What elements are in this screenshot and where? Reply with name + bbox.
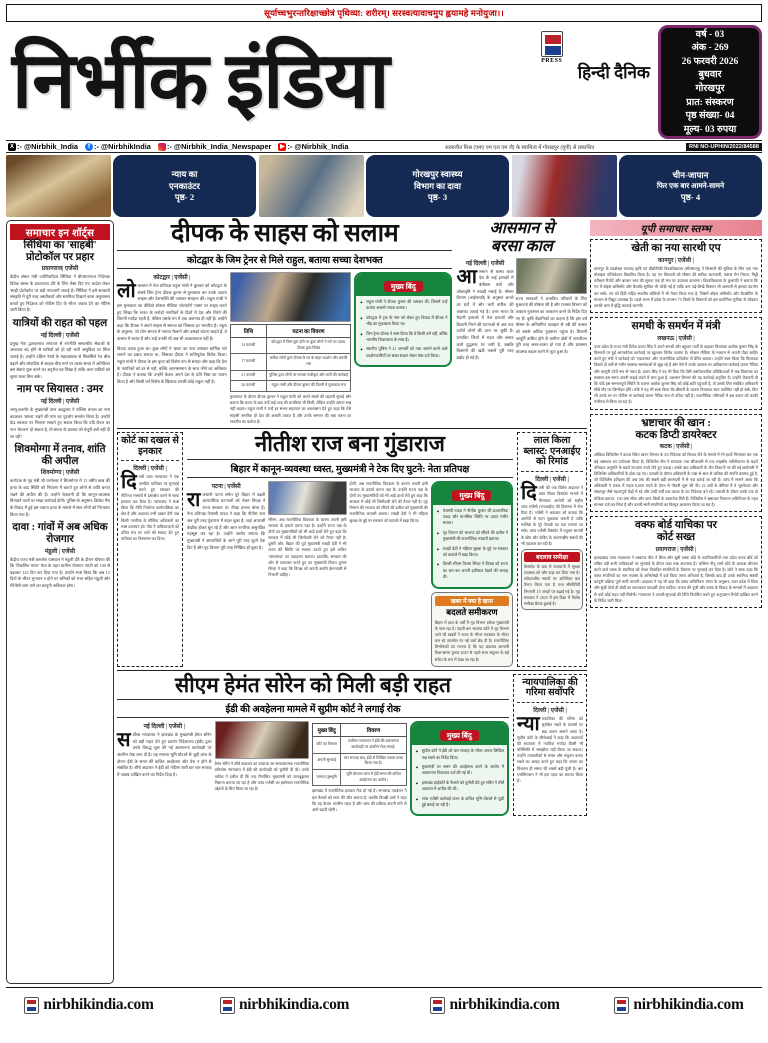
- short-headline: यात्रियों की राहत को पहल: [12, 318, 108, 330]
- soren-headline: सीएम हेमंत सोरेन को मिली बड़ी राहत: [175, 672, 451, 697]
- sanskrit-verse-bar: [6, 4, 762, 22]
- teaser-item[interactable]: [6, 155, 256, 217]
- key-points-title: मुख्य बिंदु: [440, 730, 479, 741]
- teaser-line: विभाग का दावा: [413, 180, 462, 191]
- social-facebook-handle: :- @NirbhikIndia: [94, 142, 151, 151]
- up-byline: कटक | एजेंसी |: [659, 444, 693, 451]
- short-headline: दावा : गांवों में अब अधिक रोजगार: [12, 522, 108, 545]
- edition-info-box: [658, 25, 762, 139]
- edition-weekday: बुधवार: [698, 69, 722, 81]
- key-point: • मुख्यमंत्री पर समन की अवहेलना करने के आरोप में अवमानना शिकायत दर्ज की गई थी।: [416, 764, 504, 777]
- soren-body-2: हेमंत सोरेन ने शीर्ष अदालत का दरवाजा का सरकारात्मक राजनीतिक प्रतिशोध न्यायालय में ईडी की कार्यवाही को चुनौती दी थी। उनके वकील ने दलील दी कि एक निर्वाचित मुख्यमंत्री को जानबूझकर निशाना बनाया जा रहा है और जांच एजेंसी का इस्तेमाल राजनीतिक उद्देश्यों के लिए किया जा रहा है।: [214, 762, 310, 791]
- news-in-shorts-box: [6, 220, 114, 984]
- up-byline: लखनऊ | एजेंसी |: [657, 335, 695, 342]
- main-content: [6, 220, 762, 984]
- press-label: PRESS: [541, 58, 563, 64]
- key-point: • गृह विभाग को भाजपा को सौंपने की दलील ने मुख्यमंत्री की राजनीतिक लाचारी बताया।: [437, 530, 508, 543]
- soren-body-3: झारखंड में राजनीतिक हलचल तेज हो गई है। सत्तारूढ़ गठबंधन ने इस फैसले को सत्य की जीत बताया है, जबकि विपक्षी दलों ने कहा कि यह केवल अंतरिम राहत है और जांच की प्रक्रिया अपनी गति से आगे बढ़ती रहेगी।: [312, 789, 407, 812]
- up-body: इलाहाबाद उच्च न्यायालय ने लखनऊ पीठ ने शिया और सुन्नी वक्फ बोर्ड के पदाधिकारियों तथा प्रदेश वक्फ बोर्ड को लंबित पड़ी सभी याचिकाओं पर सुनवाई के दौरान कड़ा रुख अपनाया है। जस्टिस नीतू शर्मा कोर्ट के अध्यक्ष लौटकर करने वाले वक्फ के स्वामित्व को लेकर विवादित संपत्तियों के विवरण पर सुनवाई कर दिया है। कोर्ट ने साफ कहा कि वक्फ संपत्तियों का नाम राजस्व के अभिलेखों में दर्ज किया जाना अनिवार्य है, जिसके बाद ही उनके स्वामित्व संबंधी कानूनी प्रक्रिया पूर्ण मानी जाएगी। अदालत ने यह भी कहा कि वक्फ अधिनियम 1995 के अनुसार, उत्तर प्रदेश में शिया और सुन्नी दोनों ही बोर्डों का कामकाज पारदर्शी होना चाहिए। जनता की पूंजी और वक्फ के विवाद के मामलों में अदालत से उन्हें कोई राहत नहीं मिलेगी। न्यायालय ने अगली सुनवाई की तिथि निर्धारित करते हुए अनुपालन रिपोर्ट दाखिल करने के निर्देश जारी किए।: [594, 555, 758, 603]
- table-cell-detail: राहुल गांधी और दीपक कुमार की दिल्ली में मुलाकात मंच: [266, 381, 350, 392]
- teaser-line: चीन-जापान: [672, 169, 709, 180]
- redfort-byline: दिल्ली | एजेंसी |: [535, 477, 569, 484]
- teaser-text: [619, 155, 762, 217]
- teaser-item[interactable]: [512, 155, 762, 217]
- lead-subheadline: कोटद्वार के जिम ट्रेनर से मिले राहुल, बताया सच्चा देशभक्त: [117, 250, 452, 269]
- key-points-header: [412, 723, 507, 745]
- nitish-sidebox: [431, 592, 513, 667]
- up-body: ओडिशा विजिलेंस ने कटक स्थित खनन विभाग के उप निदेशक को रिश्वत लेने के मामले में रंगे हाथों गिरफ्तार कर एक बड़े भ्रष्टाचार का पर्दाफाश किया है। विजिलेंस टीम ने संवादक तथा लीजधारी से एक लाइसेंस नवीनीकरण के बदले परिवहन अनुमति के बदले 50,000 रुपये लेते हुए पकड़ा। उसके बाद अधिकारी के तीन ठिकानों पर की गई छापेमारी में विजिलेंस अधिकारियों के होश उड़ गए। तलाशी के दौरान अधिकारी के पास से आय से अधिक की संपत्ति बरामद हुई है, जो विजिलेंस इतिहास की अब तक की सबसे बड़ी बरामदगी में से एक बताई जा रही है। जांच में सामने आया कि अधिकारी ने 2004 में महज 8,000 रुपये के वेतन से नौकरी शुरू की थी। 22 वर्षों के कॅरियर में वे भुवनेश्वर और संबलपुर जैसे महत्वपूर्ण केंद्रों में रहे और उन्हीं वर्षों तक कटक के उप निदेशक बने रहे। तलाशी के दौरान उनके एक दो मंजिला इमारत, 130 ग्राम सोना और अन्य जिलों के दस्तावेज मिले हैं। विजिलेंस ने भ्रष्टाचार निवारण अधिनियम के तहत मामला दर्ज कर लिया है और उनकी सारी संपत्तियों का विस्तृत आकलन किया जा रहा है।: [594, 453, 758, 507]
- social-youtube[interactable]: [276, 142, 348, 151]
- sidebox-title: बदलते समीकरण: [446, 606, 498, 617]
- table-cell-detail: चार सप्ताह बाद, ईडी से लिखित जवाब तलब किया गया है।: [341, 753, 407, 769]
- footer-site: nirbhikindia.com: [449, 996, 560, 1013]
- table-row: [230, 370, 350, 381]
- publisher-note: सरबजीत मिश्र (एमए एम एल एम जे) के स्वामित्व में गोरखपुर (यूपी) से प्रकाशित: [445, 144, 595, 151]
- table-cell-key: मामला पृष्ठभूमि: [313, 769, 341, 785]
- table-cell-detail: पुलिस द्वारा लोगों पर मामला पंजीकृत और भारी की कार्रवाई: [266, 370, 350, 381]
- nitish-key-points-box: [431, 481, 513, 589]
- press-logo-area: [526, 23, 578, 139]
- teaser-line: फिर एक बार आमने-सामने: [656, 181, 725, 190]
- table-header-cell: मुख्य बिंदु: [313, 724, 341, 737]
- facebook-icon: f: [85, 143, 93, 151]
- footer-brand[interactable]: [6, 991, 172, 1019]
- social-x-handle: :- @Nirbhik_India: [17, 142, 78, 151]
- key-point: • कोटद्वार में ट्रक के नाम को लेकर हुए विवाद में दीपक ने भीड़ का मुकाबला किया था।: [360, 315, 447, 328]
- soren-points-table: [312, 723, 407, 786]
- news-in-shorts-header: समाचार इन शॉर्ट्स: [10, 224, 110, 240]
- up-byline: प्रयागराज | एजेंसी |: [655, 546, 697, 553]
- gavel-photo: [6, 155, 111, 217]
- court-body: दिल्ली उच्च न्यायालय ने एक जनहित याचिका पर सुनवाई करते हुए सरकार की नीतिगत मामलों में हस्तक्षेप करने से साफ इनकार कर दिया है। न्यायालय ने स्पष्ट किया कि नीति निर्धारण कार्यपालिका का क्षेत्र है और अदालत तभी दखल देगी जब किसी नागरिक के मौलिक अधिकारों का स्पष्ट उल्लंघन हो। पीठ ने याचिकाकर्ता को उचित मंच पर जाने की सलाह देते हुए याचिका का निस्तारण कर दिया।: [121, 471, 179, 542]
- table-header-row: [230, 325, 350, 338]
- edition-date: 26 फरवरी 2026: [681, 55, 739, 67]
- table-row: [313, 769, 407, 785]
- table-cell-detail: सर्वोच्च न्यायालय ने ईडी की अवमानना कार्यवाही पर अंतरिम रोक लगाई।: [341, 737, 407, 753]
- lead-headline: दीपक के साहस को सलाम: [171, 220, 399, 247]
- redfort-blast-box[interactable]: [517, 432, 587, 667]
- edition-price: मूल्य- 03 रुपया: [683, 123, 737, 135]
- key-point: • झारखंड हाईकोर्ट के फैसले को चुनौती देते हुए सोरेन ने शीर्ष अदालत में अपील की थी।: [416, 780, 504, 793]
- edition-issue: अंक - 269: [691, 42, 729, 54]
- sky-body-2: राज्य सरकारों ने प्रभावित परिवारों के लिए मुआवजे की घोषणा की है और राजस्व विभाग को तत्काल नुकसान का आकलन करने के निर्देश दिए गए हैं। कृषि वैज्ञानिकों का कहना है कि इस वर्ष मौसम के अनियमित व्यवहार से रबी की फसल को सबसे अधिक नुकसान पहुंचा है। बिजली आपूर्ति बाधित होने से ग्रामीण क्षेत्रों में जनजीवन पूरी तरह अस्त-व्यस्त हो गया है और प्रशासन व्यवस्था बहाल करने में जुटा हुआ है।: [515, 295, 587, 354]
- teaser-page: पृष्ठ- 3: [427, 192, 448, 203]
- soren-body-1: सर्वोच्च न्यायालय ने झारखंड के मुख्यमंत्री हेमंत सोरेन को बड़ी राहत देते हुए प्रवर्तन निदेशालय (ईडी) द्वारा उनके विरुद्ध शुरू की गई अवमानना कार्यवाही पर अंतरिम रोक लगा दी है। यह मामला भूमि घोटाले से जुड़ी जांच के दौरान ईडी के समन की कथित अवहेलना और पेश न होने से संबंधित है। शीर्ष अदालत ने ईडी को नोटिस जारी कर चार सप्ताह में जवाब दाखिल करने का निर्देश दिया है।: [117, 729, 212, 777]
- masthead-title-area: [6, 23, 526, 139]
- table-cell-date: 21 फरवरी: [230, 370, 266, 381]
- key-point: • सुप्रीम कोर्ट ने ईडी को चार सप्ताह के भीतर अपना लिखित पक्ष रखने का निर्देश दिया।: [416, 748, 504, 761]
- short-headline: सिंधिया का 'साहबी' प्रोटोकॉल पर प्रहार: [23, 240, 97, 263]
- court-headline: कोर्ट का दखल से इनकार: [121, 434, 179, 457]
- table-header-cell: विवरण: [341, 724, 407, 737]
- table-row: [230, 354, 350, 370]
- storm-damage-photo: [516, 258, 587, 294]
- key-point: • जिम ट्रेनर दीपक ने स्पष्ट किया कि वे किसी धर्म नहीं, बल्कि भारतीय विचारधारा के साथ है।: [360, 331, 447, 344]
- edition-year: वर्ष - 03: [695, 28, 725, 40]
- redfort-headline-line3: को रिमांड: [535, 456, 568, 468]
- short-body: केंद्रीय राज्य मंत्री कमलेश पासवान ने मंडुली दौरे के दौरान घोषणा की कि 'विकसित भारत' फेज के तहत ग्रामीण रोजगार गारंटी को 100 से बढ़ाकर 125 दिन कर दिया गया है। उन्होंने स्पष्ट किया कि अब 15 दिनों के भीतर भुगतान न होने पर श्रमिकों को भत्ता सहित मंडुली और मेंटेनेंसी जमा पाने का कानूनी अधिकार होगा।: [10, 556, 110, 588]
- key-points-header: [433, 483, 511, 505]
- table-row: [230, 338, 350, 354]
- up-headline-line2: कोर्ट सख्त: [657, 531, 695, 543]
- rni-number: RNI NO-UPHIN/2022/84588: [686, 143, 762, 151]
- table-cell-key: अगली सुनवाई: [313, 753, 341, 769]
- lead-story[interactable]: [117, 220, 452, 425]
- left-sidebar: [6, 220, 114, 984]
- nitish-body-3: होगी, अब राजनीतिक विवशता के कारण अपनी इसी भाजपा के हवाले करना पड़ा है। उन्होंने राज्य पक्ष के दोनों उप मुख्यमंत्रियों को भी आड़े हाथों लेते हुए कहा कि सरकार में कोई भी जिम्मेदारी लेने की तैयार नहीं है। गृह विभाग की भाजपा को सौंपने की दलील को मुख्यमंत्री की राजनीतिक लाचारी बताया। राबड़ी देवी ने भी महिला सुरक्षा के मुद्दे पर सरकार को कठघरे में खड़ा किया।: [349, 481, 428, 523]
- up-body: कानपुर के चंद्रशेखर आजाद कृषि एवं प्रौद्योगिकी विश्वविद्यालय (सीएसएयू) ने किसानों की सुविधा के लिए एक नया मोबाइल एप्लिकेशन विकसित किया है। यह एप किसानों को मौसम की सटीक जानकारी, फसल रोग निदान, मिट्टी परीक्षण रिपोर्ट और बाजार भाव की सूचना एक ही मंच पर उपलब्ध कराएगा। विश्वविद्यालय के कुलपति ने बताया कि एप में वॉइस असिस्टेंट और चैटबॉट सुविधा भी जोड़ी गई है ताकि कम पढ़े-लिखे किसान भी आसानी से इसका उपयोग कर सकें। एप को हिंदी सहित स्थानीय बोलियों में भी तैयार किया गया है, जिसमें वॉइस असिस्टेंट और चैटबॉटिंग के माध्यम से विद्युत उपलब्ध है। पहले चरण में प्रदेश के लगभग 75 जिलों के किसानों को इस प्रायोगिक सुविधा से जोड़कर उनकी आय में वृद्धि करवाई जाएगी।: [594, 266, 758, 308]
- up-news-item[interactable]: [590, 414, 762, 512]
- key-point: • दिल्ली सीएम विजय सिन्हा ने विपक्ष को राज्य का भ्रम कर अपनी हकीकत देखने की सलाह दी।: [437, 561, 508, 580]
- table-header-cell: तिथि: [230, 325, 266, 338]
- nitish-headline: नीतीश राज बना गुंडाराज: [255, 430, 445, 456]
- social-x[interactable]: [6, 142, 78, 151]
- judiciary-byline: दिल्ली | एजेंसी |: [533, 708, 567, 715]
- hindi-daily-label: हिन्दी दैनिक: [577, 63, 650, 82]
- up-headline: समधी के समर्थन में मंत्री: [631, 321, 721, 333]
- sanskrit-verse-text: सूर्याच्चभुरन्तरिक्षाच्छोत्रं पृथिव्या: शरीरम्। सरस्वत्यावाचमुप ह्वयामहे मनोयुजा।।: [264, 7, 504, 18]
- social-facebook[interactable]: [83, 142, 151, 151]
- sky-headline-line2: बरसा काल: [490, 237, 553, 255]
- table-cell-date: 26 फरवरी: [230, 381, 266, 392]
- page-footer: [6, 987, 762, 1019]
- center-section: [117, 220, 587, 984]
- up-headline-line1: वक्फ बोर्ड याचिका पर: [635, 519, 717, 531]
- judiciary-body: न्यायपालिका की गरिमा को सुरक्षित रखने के प्रयासों पर बड़ा बयान सामने आया है। सुप्रीम कोर्ट के सीजेआई ने कहा कि अदालतों की स्वतंत्रता में न्यायिक मर्यादा किसी भी परिस्थिति में समझौता नहीं किया जा सकता। उन्होंने न्यायाधीशों से संयम और संतुलन बनाए रखने का आग्रह करते हुए कहा कि जनता का विश्वास ही संस्था की सबसे बड़ी पूंजी है। बार एसोसिएशन ने भी इस पहल का स्वागत किया है।: [517, 713, 583, 783]
- judiciary-box[interactable]: [513, 674, 587, 817]
- teaser-line: एनकाउंटर: [169, 180, 200, 191]
- social-instagram-handle: :- @Nirbhik_India_Newspaper: [166, 142, 272, 151]
- redfort-sub-body: विस्फोट के बाद से राजधानी में सुरक्षा व्यवस्था को और कड़ा कर दिया गया है। संवेदनशील स्थानों पर अतिरिक्त बल तैनात किया गया है तथा सीसीटीवी निगरानी 15 जगहों पर बढ़ाई गई है। गृह मंत्रालय ने 2025 में इस दिशा में विशेष समीक्षा बैठक बुलाई है।: [524, 564, 580, 606]
- key-point: • तेजस्वी यादव ने नीतीश कुमार की प्रशासनिक पकड़ और मानसिक स्थिति पर उठाए गंभीर सवाल।: [437, 508, 508, 527]
- table-header-row: [313, 724, 407, 737]
- short-body: केंद्रीय संचार मंत्री ज्योतिरादित्य सिंधिया ने बीएसएनएल निदेशक विवेक बंसल के प्रयागराज दौरे के लिए जैसा दिए गए आदेश लेकर 'साही प्रोटोकॉल पर बड़ी नाराजगी जताई है। सिंधिया ने इसे सरकारी संस्कृति में पूरी तरह अस्वीकार्य और स्वामित्व दिखाने वाला अनुशासन बताते हुए निदेशक को नोटिस दिए के भीतर जवाब देने का नोटिस जारी किया है।: [10, 274, 110, 313]
- lead-key-points-box: [354, 272, 452, 367]
- social-instagram[interactable]: [156, 142, 272, 151]
- hospital-photo: [259, 155, 364, 217]
- key-point: • राहुल गांधी ने दीपक कुमार की जमकर की, जिसमें उन्हें बताया असली नायक बताया।: [360, 299, 447, 312]
- footer-logo-icon: [24, 997, 39, 1014]
- short-byline: नई दिल्ली | एजेंसी: [40, 332, 80, 339]
- nitish-body-2: सीएम, अब राजनीतिक विवशता के कारण अपनी इसी भाजपा के हवाले करना पड़ा है। उन्होंने राज्य पक्ष के दोनों उप मुख्यमंत्रियों को भी आड़े हाथों लेते हुए कहा कि सरकार में कोई भी जिम्मेदारी लेने को तैयार नहीं है। दूसरी ओर, बिहार की पूर्व मुख्यमंत्री राबड़ी देवी ने भी राज्य की स्थिति पर सवाल उठाते हुए इसे कथित 'जंगलराज' का उदाहरण बताया। हालांकि, सरकार की ओर से पलटवार करते हुए उप मुख्यमंत्री विजय कुमार सिन्हा ने कहा कि विपक्ष को अपनी अवधि ईमानदारी से निभानी चाहिए।: [268, 517, 347, 578]
- edition-pages: पृष्ठ संख्या- 04: [685, 110, 735, 122]
- teaser-text: [113, 155, 256, 217]
- table-cell-key: कोर्ट का फैसला: [313, 737, 341, 753]
- short-byline: शिवमोग्गा | एजेंसी: [40, 470, 80, 477]
- redfort-headline-line1: लाल किला: [533, 434, 571, 446]
- footer-logo-icon: [614, 997, 629, 1014]
- nitish-story[interactable]: [187, 432, 513, 667]
- nitish-subheadline: बिहार में कानून-व्यवस्था ध्वस्त, मुख्यमंत्री ने टेक दिए घुटने: नेता प्रतिपक्ष: [187, 459, 513, 478]
- key-points-list: [356, 296, 450, 365]
- court-refusal-box[interactable]: [117, 432, 183, 667]
- key-points-list: [433, 505, 511, 587]
- lead-body-2: विवाद उत्पन्न हुआ था। कुछ लोगों ने 'बाबा' का नारा लगाकर धार्मिक नारे लगाने का दबाव बनाया था, जिसका दीपक ने शांतिपूर्वक विरोध किया। राहुल गांधी ने दीपक के इस कृत्य को विशेष रूप से सराहा और कहा कि देश के नागरिकों को डर से नहीं, बल्कि आत्मसम्मान के साथ जीने का अधिकार है। दीपक ने बताया कि उन्होंने केवल अपने देश के प्रति निष्ठा का पालन किया है और किसी वर्ग विशेष के खिलाफ उनकी कोई शत्रुता नहीं है।: [117, 345, 227, 384]
- table-cell-date: 17 फरवरी: [230, 354, 266, 370]
- sky-byline: नई दिल्ली | एजेंसी: [465, 260, 505, 267]
- key-point: • जांच एजेंसी कार्रवाई राज्य के कथित भूमि घोटाले से जुड़ी हुई बताई जा रही है।: [416, 796, 504, 809]
- rahul-deepak-photo: [230, 272, 351, 322]
- up-headline-line2: कटक डिप्टी डायरेक्टर: [635, 429, 717, 441]
- short-headline: शिवमोग्गा में तनाव, शांति की अपील: [14, 444, 106, 467]
- up-headline: खेती का नया सारथी एप: [631, 243, 721, 254]
- footer-brand[interactable]: [175, 991, 394, 1019]
- key-points-title: मुख्य बिंदु: [384, 281, 423, 292]
- teaser-page: पृष्ठ- 4: [680, 191, 701, 202]
- hemant-soren-photo: [215, 721, 310, 759]
- up-news-item[interactable]: [590, 516, 762, 608]
- teaser-page: पृष्ठ- 2: [174, 192, 195, 203]
- tejashwi-nitish-photo: [268, 481, 346, 515]
- key-point: • स्थानीय पुलिस ने 21 अभ्यर्थी को तथा आमने करने वाले प्रदर्शनकारियों पर सख्त संज्ञान लेकर केस दर्ज किया।: [360, 346, 447, 359]
- footer-logo-icon: [220, 997, 235, 1014]
- sky-body-1: आसमान से बरसा काल देश के कई इलाकों में बेमौसम वर्षा और ओलावृष्टि ने तबाही मचाई है। मौसम विभाग (आईएमडी) के अनुसार अगले 48 घंटों में और भारी बारिश की आशंका जताई गई है। उत्तर भारत के मैदानी इलाकों में तेज हवाओं और बिजली गिरने की घटनाओं से अब तक दर्जनों लोगों की जान जा चुकी है। प्रभावित जिलों में राहत और बचाव कार्य युद्धस्तर पर जारी है, जबकि किसानों की खड़ी फसलें पूरी तरह बर्बाद हो गई हैं।: [456, 265, 514, 360]
- footer-brand[interactable]: [596, 991, 762, 1019]
- short-headline: नाम पर सियासत : उमर: [16, 384, 104, 396]
- up-body: उत्तर प्रदेश के राज्य मंत्री दिनेश प्रताप सिंह ने अपने समधी और बहुजन पार्टी के कद्दावर विधायक अशोक कुमार सिंह के किसानों पर हुई आपराधिक कार्रवाई पर खुलकर विरोध जताया है। सोशल मीडिया के माध्यम से अपनी पीड़ा जाहिर करते हुए मंत्री ने कार्रवाई को 'एकतरफा' और 'राजनीतिक प्रतिशोध' से प्रेरित बताया। उन्होंने स्पष्ट किया कि विधायक पिछले दो वर्षों से गंभीर स्वास्थ्य समस्याओं से जूझ रहे हैं और ऐसे में उनके आवास पर अतिक्रमण कार्रवाई करना नैतिक और कानूनी दोनों रूप से गलत है। प्रताप सिंह ने यह भी दिया कि ऐसी असंवेदनशील प्रतिक्रियाओं में जब विधायक का स्वास्थ्य इस समय अपनी लड़ाई लड़ने में लगा हुआ है, प्रशासन विभाग की यह कार्रवाई अनुचित है। उन्होंने चेतावनी दी कि यदि इस सम्मानपूर्ण स्थिति के कारण अशोक कुमार सिंह को कोई क्षति पहुंचती है, तो उसके लिए संबंधित अधिकारी सीधे तौर पर जिम्मेदार होंगे। मंत्री ने यह भी स्पष्ट किया कि बीमारी के कारण विधायक स्वयं उपस्थित नहीं हो सके, फिर भी उनके घर पर नोटिस या कार्रवाई करना नैतिक रूप से उचित नहीं है। राजनीतिक गलियारों में इस बयान को काफी गंभीरता से लिया जा रहा है।: [594, 344, 758, 405]
- teaser-line: न्याय का: [171, 168, 198, 179]
- table-cell-detail: कथित लोगों द्वारा दीपक के घर के बाहर प्रदर्शन और धमकी भरा: [266, 354, 350, 370]
- lead-body-3: मुलाकात के दौरान दीपक कुमार ने राहुल गांधी को अपने संघर्ष की कहानी सुनाई और बताया कि घटना के बाद उन्हें कई तरह की धमकियां भी मिलीं, लेकिन उन्होंने अपना रुख नहीं बदला। राहुल गांधी ने उन्हें हर संभव सहायता का आश्वासन देते हुए कहा कि ऐसे साहसी नागरिक ही देश की असली ताकत हैं और उनके सम्मान की रक्षा करना हर भारतीय का कर्तव्य है।: [229, 395, 352, 424]
- table-header-cell: घटना का विवरण: [266, 325, 350, 338]
- up-news-item[interactable]: [590, 317, 762, 410]
- footer-logo-icon: [430, 997, 445, 1014]
- table-cell-detail: कोटद्वार में जिम शुरू होने पर कुछ लोगों ने नारे पर दबाव, दीपक द्वारा विरोध: [266, 338, 350, 354]
- footer-site: nirbhikindia.com: [43, 996, 154, 1013]
- short-body: प्रमुख नेता द्वारकानाथ लगातार से रणनीति सम्बन्धीय सेवाओं के अचानक बंद होने से यात्रियों को हो रही भारी असुविधा पर चिंता जताई है। उन्होंने दक्षिण रेलवे के महाप्रबंधक से सिलसिले रेल बीच बढ़ाने और लोकप्रिय से शाहल-वीच मार्ग पर व्यस्त समय में अतिरिक्त बस सेवाएं शुरू करने का अनुरोध पत्र लिखा है ताकि आम यात्रियों को सुगम यात्रा मिल सके।: [10, 340, 110, 379]
- key-points-title: मुख्य बिंदु: [452, 490, 491, 501]
- table-row: [313, 737, 407, 753]
- sidebox-body: बिहार में हाल के वर्षों में गृह विभाग हमेशा मुख्यमंत्री के पास रहा है। पहली बार भाजपा कोटे में गृह विभाग जाने की खबरों ने राज्य के भीतर गठबंधन के भीतर चल रहे तालमेल पर नई चर्चा छेड़ दी है। राजनीतिक विश्लेषकों का मानना है कि यह बदलाव आगामी विधानसभा चुनाव 2025 से पहले सत्ता संतुलन के बड़े संकेत के रूप में देखा जा रहा है।: [434, 620, 509, 662]
- teaser-item[interactable]: [259, 155, 509, 217]
- up-byline: कानपुर | एजेंसी |: [658, 257, 694, 264]
- redfort-sub-badge: बदलाव समीक्षा: [524, 552, 580, 562]
- table-cell-date: 14 फरवरी: [230, 338, 266, 354]
- table-row: [230, 381, 350, 392]
- nitish-byline: पटना | एजेंसी: [211, 483, 241, 490]
- sky-headline-line1: आसमान से: [489, 220, 555, 237]
- sky-story[interactable]: [456, 220, 587, 425]
- soren-subheadline: ईडी की अवहेलना मामले में सुप्रीम कोर्ट ने लगाई रोक: [117, 699, 509, 718]
- youtube-icon: ▶: [280, 143, 285, 150]
- page-title: निर्भीक इंडिया: [12, 36, 389, 124]
- short-body: कर्नाटक के गृह मंत्री जी परमेश्वर ने शिवमोग्गा में 15 वर्षीय छात्र की हत्या के बाद स्थिति को नियंत्रण में बताते हुए लोगों से शांति बनाए रखने की अपील की है। उन्होंने चेतावनी दी कि कानून-व्यवस्था बिगाड़ने वालों पर सख्त कार्रवाई होगी। पुलिस के अनुसार, क्रिकेट मैच के विवाद में हुई इस जघन्य हत्या के मामले में सात लोगों को गिरफ्तार किया गया है।: [10, 478, 110, 517]
- teaser-text: [366, 155, 509, 217]
- masthead: [6, 23, 762, 139]
- soren-key-points-box: [410, 721, 509, 816]
- key-points-header: [356, 274, 450, 296]
- teaser-line: गोरखपुर स्वास्थ्य: [412, 168, 463, 179]
- x-icon: X: [9, 143, 14, 150]
- key-points-list: [412, 745, 507, 814]
- key-point: • राबड़ी देवी ने महिला सुरक्षा के मुद्दे पर सरकार को कठघरे में खड़ा किया।: [437, 546, 508, 559]
- table-cell-detail: भूमि घोटाला जांच में ईडी समन की कथित अवहेलना का आरोप।: [341, 769, 407, 785]
- short-news-item[interactable]: [10, 444, 110, 518]
- up-news-item[interactable]: [590, 239, 762, 313]
- lead-events-table: [230, 324, 351, 392]
- instagram-icon: [158, 143, 166, 151]
- short-body: जम्मू-कश्मीर के मुख्यमंत्री उमर अब्दुल्ला ने पश्चिम बंगाल का नाम बदलकर 'बांग्ला' रखने की मांग का पुरजोर समर्थन किया है। उन्होंने केंद्र सरकार पर निशाना साधते हुए सवाल किया कि यदि केरल का नाम 'केरलम' हो सकता है, तो बंगाल के प्रस्ताव को मंजूरी क्यों नहीं दी जा रही?: [10, 407, 110, 439]
- up-news-section-badge: यूपी समाचार स्तम्भ: [590, 220, 762, 236]
- soren-story[interactable]: [117, 674, 509, 817]
- footer-brand[interactable]: [397, 991, 593, 1019]
- short-news-item[interactable]: [10, 522, 110, 589]
- redfort-headline-line2: ब्लास्ट: एनआईए: [523, 445, 581, 457]
- short-byline: मंडुली | एजेंसी: [44, 548, 76, 555]
- short-news-item[interactable]: [10, 318, 110, 380]
- short-news-item[interactable]: [10, 240, 110, 314]
- judiciary-headline-line1: न्यायपालिका की: [522, 676, 578, 688]
- redfort-body: दिल्ली की एक विशेष अदालत ने लाल किला विस्फोट मामले में गिरफ्तार आरोपी को राष्ट्रीय जांच एजेंसी (एनआईए) की हिरासत में भेज दिया है। एजेंसी ने अदालत को बताया कि आरोपी से गहन पूछताछ जरूरी है ताकि साजिश के पूरे नेटवर्क का पता लगाया जा सके। जांच एजेंसी विस्फोट में प्रयुक्त सामग्री के स्रोत और फंडिंग के अंतरराष्ट्रीय संबंधों की भी पड़ताल कर रही है।: [521, 482, 583, 546]
- court-byline: दिल्ली | एजेंसी |: [133, 466, 167, 473]
- social-youtube-handle: :- @Nirbhik_India: [287, 142, 349, 151]
- short-byline: नई दिल्ली | एजेंसी: [40, 399, 80, 406]
- judiciary-headline-line2: गरिमा सर्वोपरि: [525, 687, 575, 699]
- edition-city: गोरखपुर: [695, 83, 725, 94]
- up-headline-line1: भ्रष्टाचार की खान :: [641, 417, 711, 429]
- short-byline: प्रयागराज| एजेंसी: [41, 266, 79, 273]
- nitish-body-1: राजधानी पटना समेत पूरे बिहार में बढ़ती आपराधिक घटनाओं को लेकर विपक्ष ने राज्य सरकार पर तीखा हमला बोला है। नेता प्रतिपक्ष तेजस्वी यादव ने कहा कि नीतीश राज अब पूरी तरह गुंडाराज में बदल चुका है, जहां अपराधी बेखौफ होकर घूम रहे हैं और आम नागरिक असुरक्षित महसूस कर रहा है। उन्होंने आरोप लगाया कि मुख्यमंत्री ने अपराधियों के आगे पूरी तरह घुटने टेक दिए हैं और गृह विभाग पूरी तरह निष्क्रिय हो चुका है।: [187, 488, 266, 550]
- soren-byline: नई दिल्ली | एजेंसी |: [143, 724, 185, 731]
- edition-type: प्रात: संस्करण: [686, 96, 734, 108]
- social-media-bar: [6, 140, 762, 153]
- short-news-item[interactable]: [10, 384, 110, 440]
- teaser-strip: [6, 155, 762, 217]
- lead-byline: कोटद्वार | एजेंसी |: [153, 275, 191, 281]
- footer-site: nirbhikindia.com: [238, 996, 350, 1013]
- diplomats-photo: [512, 155, 617, 217]
- table-row: [313, 753, 407, 769]
- lead-body-1: लोकसभा में नेता प्रतिपक्ष राहुल गांधी ने बुधवार को कोटद्वार के संघर्ष जिम ट्रेनर दीपक कुमार से मुलाकात कर उनके अदम्य साहस और देशभक्ति की जमकर सराहना की। राहुल गांधी ने इस मुलाकात का वीडियो सोशल मीडिया प्लेटफॉर्म 'एक्स' पर साझा करते हुए लिखा कि भारत के करोड़ों नागरिकों के दिलों में देश और तिरंगे की जितनी मर्यादा रहती है, लेकिन उसके मन में एक अलगाव ही नहीं है। उन्होंने कहा कि दीपक ने अपने साहस से समाज को जिसका हर भारतीय है। राहुल के अनुसार, जो लोग समाज में नफरत फैलाने और उसको बांटना चाहते हैं, वे वास्तव में कायर हैं और उन्हें उनकी थी अब भी आवश्यकता नहीं है।: [117, 280, 227, 341]
- footer-site: nirbhikindia.com: [633, 996, 744, 1013]
- right-sidebar: [590, 220, 762, 984]
- press-logo-icon: [541, 31, 563, 57]
- sidebox-badge: खबर में क्या है खास: [435, 596, 509, 606]
